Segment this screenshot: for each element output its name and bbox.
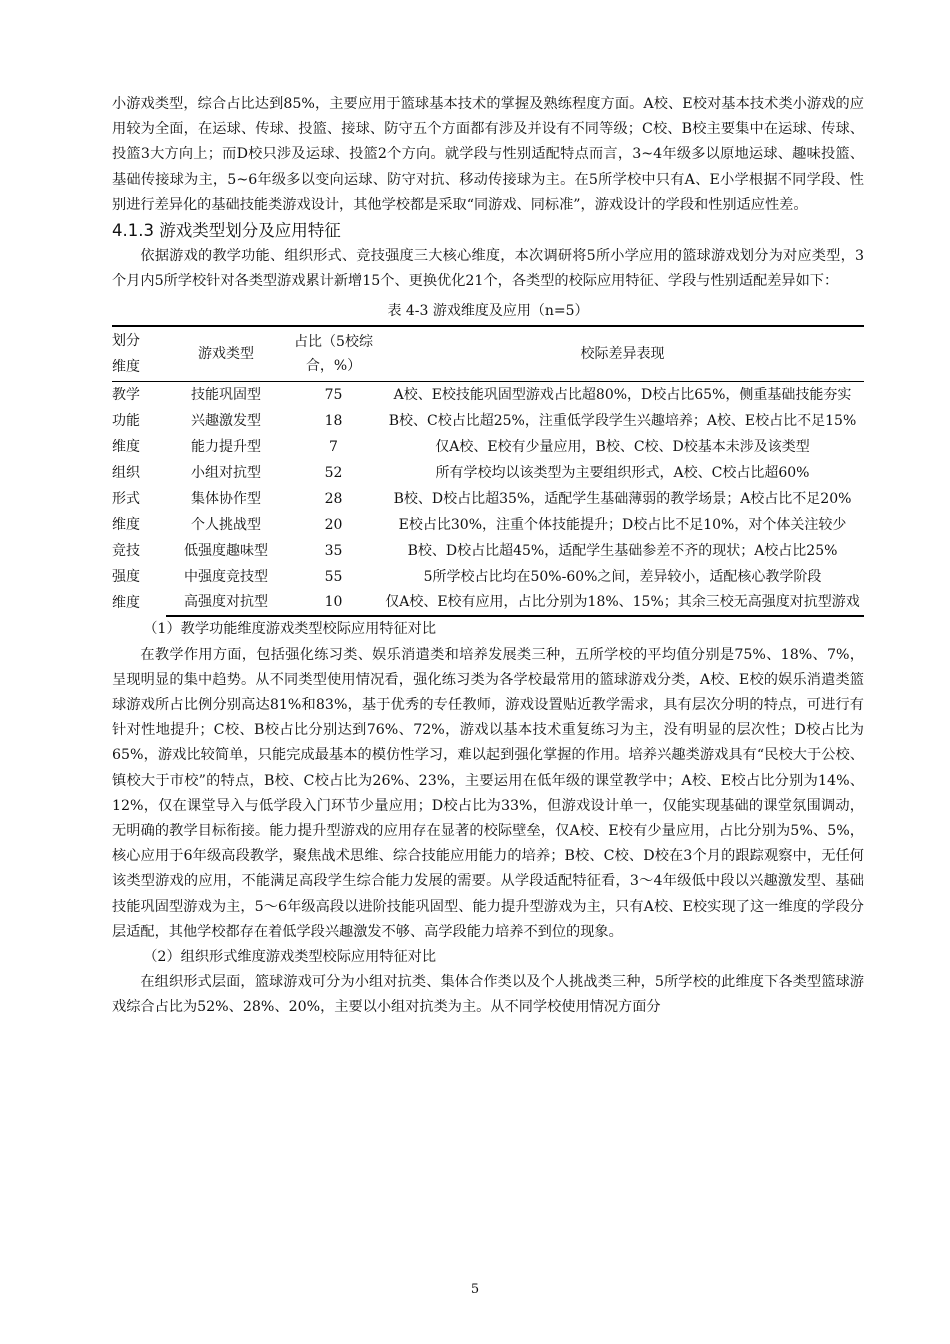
diff-cell: 仅A校、E校有少量应用，B校、C校、D校基本未涉及该类型: [435, 439, 810, 456]
table-row: [112, 538, 864, 564]
type-cell: 高强度对抗型: [166, 590, 286, 617]
pct-cell: 10: [286, 590, 381, 617]
diff-cell: 5所学校占比均在50%-60%之间，差异较小，适配核心教学阶段: [423, 568, 822, 585]
table-caption: 表 4-3 游戏维度及应用（n=5）: [387, 303, 589, 320]
type-cell: 兴趣激发型: [191, 413, 261, 430]
type-cell: 个人挑战型: [191, 517, 261, 534]
header-pct: 占比（5校综合，%）: [286, 326, 381, 382]
diff-cell: 所有学校均以该类型为主要组织形式，A校、C校占比超60%: [435, 465, 810, 482]
type-cell: 技能巩固型: [191, 387, 261, 404]
subsection-title-2: （2）组织形式维度游戏类型校际应用特征对比: [143, 949, 437, 966]
table-row: [112, 460, 864, 486]
section-heading: 4.1.3 游戏类型划分及应用特征: [112, 221, 341, 241]
diff-cell: B校、C校占比超25%，注重低学段学生兴趣培养；A校、E校占比不足15%: [388, 413, 857, 430]
subsection-title-1: （1）教学功能维度游戏类型校际应用特征对比: [143, 621, 437, 638]
pct-cell: 75: [324, 387, 343, 404]
pct-cell: 20: [324, 517, 343, 534]
header-type: 游戏类型: [166, 326, 286, 382]
page-number: 5: [470, 1282, 480, 1297]
document-page: [112, 92, 864, 1021]
section-intro: 依据游戏的教学功能、组织形式、竞技强度三大核心维度，本次调研将5所小学应用的篮球游戏划分为对应类型，3个月内5所学校针对各类型游戏累计新增15个、更换优化21个，各类型的校际应用特征、学段与性别适配差异如下：: [112, 248, 864, 290]
type-cell: 集体协作型: [191, 491, 261, 508]
pct-cell: 52: [324, 465, 343, 482]
dimension-cell: 教学功能维度: [112, 387, 140, 456]
table-header-row: [112, 326, 864, 382]
table-row: [112, 486, 864, 512]
diff-cell: B校、D校占比超45%，适配学生基础参差不齐的现状；A校占比25%: [407, 542, 838, 559]
dimension-cell: 组织形式维度: [112, 465, 140, 534]
type-cell: 低强度趣味型: [184, 542, 268, 559]
diff-cell: A校、E校技能巩固型游戏占比超80%，D校占比65%，侧重基础技能夯实: [393, 387, 852, 404]
pct-cell: 55: [324, 568, 343, 585]
game-dimension-table: [112, 325, 864, 617]
diff-cell: 仅A校、E校有应用，占比分别为18%、15%；其余三校无高强度对抗型游戏: [381, 590, 864, 617]
type-cell: 小组对抗型: [191, 465, 261, 482]
type-cell: 中强度竞技型: [184, 568, 268, 585]
header-diff: 校际差异表现: [381, 326, 864, 382]
subsection-body-1: 在教学作用方面，包括强化练习类、娱乐消遣类和培养发展类三种，五所学校的平均值分别是75%、18%、7%，呈现明显的集中趋势。从不同类型使用情况看，强化练习类为各学校最常用的篮球游戏分类，A校、E校的娱乐消遣类篮球游戏所占比例分别高达81%和83%，基于优秀的专任教师，游戏设置贴近教学需求，具有层次分明的特点，可进行有针对性地提升；C校、B校占比分别达到76%、72%，游戏以基本技术重复练习为主，没有明显的层次性；D校占比为65%，游戏比较简单，只能完成最基本的模仿性学习，难以起到强化掌握的作用。培养兴趣类游戏具有“民校大于公校、镇校大于市校”的特点，B校、C校占比为26%、23%，主要运用在低年级的课堂教学中；A校、E校占比分别为14%、12%，仅在课堂导入与低学段入门环节少量应用；D校占比为33%，但游戏设计单一，仅能实现基础的课堂氛围调动，无明确的教学目标衔接。能力提升型游戏的应用存在显著的校际壁垒，仅A校、E校有少量应用，占比分别为5%、5%，核心应用于6年级高段教学，聚焦战术思维、综合技能应用能力的培养；B校、C校、D校在3个月的跟踪观察中，无任何该类型游戏的应用，不能满足高段学生综合能力发展的需要。从学段适配特征看，3～4年级低中段以兴趣激发型、基础技能巩固型游戏为主，5～6年级高段以进阶技能巩固型、能力提升型游戏为主，只有A校、E校实现了这一维度的学段分层适配，其他学校都存在着低学段兴趣激发不够、高学段能力培养不到位的现象。: [112, 646, 864, 940]
pct-cell: 18: [324, 413, 343, 430]
type-cell: 能力提升型: [191, 439, 261, 456]
header-dimension: 划分维度: [112, 326, 166, 382]
pct-cell: 28: [324, 491, 343, 508]
table-row: [112, 434, 864, 460]
dimension-cell: 竞技强度维度: [112, 543, 140, 612]
table-row: [112, 512, 864, 538]
table-row: [112, 382, 864, 409]
diff-cell: B校、D校占比超35%，适配学生基础薄弱的教学场景；A校占比不足20%: [393, 491, 852, 508]
pct-cell: 7: [329, 439, 338, 456]
pct-cell: 35: [324, 542, 343, 559]
diff-cell: E校占比30%，注重个体技能提升；D校占比不足10%，对个体关注较少: [398, 517, 847, 534]
paragraph-continued: 小游戏类型，综合占比达到85%，主要应用于篮球基本技术的掌握及熟练程度方面。A校、E校对基本技术类小游戏的应用较为全面，在运球、传球、投篮、接球、防守五个方面都有涉及并设有不同等级；C校、B校主要集中在运球、传球、投篮3大方向上；而D校只涉及运球、投篮2个方向。就学段与性别适配特点而言，3~4年级多以原地运球、趣味投篮、基础传接球为主，5~6年级多以变向运球、防守对抗、移动传接球为主。在5所学校中只有A、E小学根据不同学段、性别进行差异化的基础技能类游戏设计，其他学校都是采取“同游戏、同标准”，游戏设计的学段和性别适应性差。: [112, 96, 864, 213]
subsection-body-2: 在组织形式层面，篮球游戏可分为小组对抗类、集体合作类以及个人挑战类三种，5所学校的此维度下各类型篮球游戏综合占比为52%、28%、20%，主要以小组对抗类为主。从不同学校使用情况方面分: [112, 974, 864, 1016]
table-row: [112, 564, 864, 590]
table-row: [112, 408, 864, 434]
table-row: [112, 590, 864, 617]
